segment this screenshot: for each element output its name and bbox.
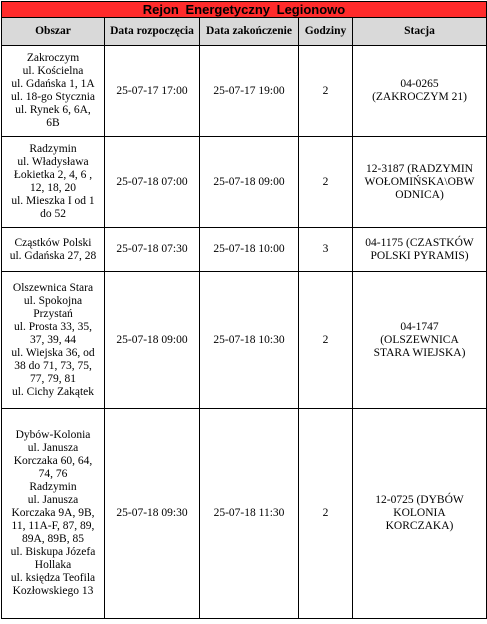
- area-line: ul. 18-go Stycznia: [11, 91, 95, 103]
- header-row: [2, 18, 487, 46]
- area-line: Łokietka 2, 4, 6 ,: [13, 169, 93, 181]
- station-cell: [353, 228, 487, 272]
- area-cell: [2, 46, 105, 137]
- end-cell: 25-07-17 19:00: [200, 46, 299, 137]
- area-line: ul. Kościelna: [22, 65, 84, 77]
- end-cell: 25-07-18 09:00: [200, 137, 299, 228]
- area-line: Cząstków Polski: [14, 236, 92, 249]
- area-line: 38 do 71, 73, 75,: [14, 359, 92, 372]
- table-row: [2, 409, 487, 619]
- station-line: KOLONIA: [393, 507, 446, 519]
- station-line: POLSKI PYRAMIS): [370, 249, 469, 262]
- area-line: 74, 76: [38, 468, 68, 480]
- hours-cell: 2: [299, 46, 353, 137]
- start-cell: 25-07-18 07:30: [105, 228, 200, 272]
- table-row: [2, 137, 487, 228]
- area-line: 11, 11A-F, 87, 89,: [11, 520, 95, 532]
- station-line: 12-0725 (DYBÓW: [375, 494, 464, 506]
- station-line: 12-3187 (RADZYMIN: [365, 162, 473, 175]
- area-cell: [2, 228, 105, 272]
- end-cell: 25-07-18 10:30: [200, 272, 299, 409]
- area-line: Korczaka 60, 64,: [13, 455, 93, 467]
- table-row: [2, 46, 487, 137]
- start-cell: 25-07-18 09:30: [105, 409, 200, 619]
- column-header-end: Data zakończenie: [200, 18, 299, 46]
- area-line: do 52: [40, 208, 66, 220]
- area-line: Radzymin: [29, 481, 77, 493]
- area-line: Radzymin: [29, 143, 77, 155]
- station-line: 04-1747: [400, 320, 439, 333]
- area-cell: [2, 272, 105, 409]
- end-cell: 25-07-18 11:30: [200, 409, 299, 619]
- start-cell: 25-07-18 09:00: [105, 272, 200, 409]
- area-line: Przystań: [33, 307, 73, 320]
- area-line: 89A, 89B, 85: [22, 533, 84, 545]
- column-header-start: Data rozpoczęcia: [105, 18, 200, 46]
- station-cell: [353, 272, 487, 409]
- area-line: ul. Gdańska 27, 28: [9, 249, 97, 262]
- station-line: 04-0265: [400, 78, 439, 90]
- area-line: 12, 18, 20: [30, 182, 76, 194]
- area-line: 37, 39, 44: [30, 333, 76, 346]
- area-line: ul. Wiejska 36, od: [11, 346, 95, 359]
- station-line: KORCZAKA): [385, 520, 454, 532]
- station-cell: [353, 46, 487, 137]
- area-line: Korczaka 9A, 9B,: [11, 507, 95, 519]
- area-line: ul. Gdańska 1, 1A: [11, 78, 95, 90]
- start-cell: 25-07-17 17:00: [105, 46, 200, 137]
- area-line: ul. Spokojna: [23, 294, 83, 307]
- area-line: ul. Prosta 33, 35,: [14, 320, 92, 333]
- station-line: ODNICA): [395, 188, 444, 201]
- area-line: Hollaka: [34, 559, 72, 571]
- column-header-station: Stacja: [353, 18, 487, 46]
- area-line: ul. Rynek 6, 6A,: [15, 104, 91, 116]
- outage-schedule-table: [1, 1, 487, 619]
- hours-cell: 2: [299, 272, 353, 409]
- table-row: [2, 272, 487, 409]
- area-line: ul. księdza Teofila: [10, 572, 96, 584]
- area-line: ul. Janusza: [27, 494, 79, 506]
- area-line: Olszewnica Stara: [12, 281, 94, 294]
- column-header-obszar: Obszar: [2, 18, 105, 46]
- area-line: ul. Janusza: [27, 442, 79, 454]
- end-cell: 25-07-18 10:00: [200, 228, 299, 272]
- start-cell: 25-07-18 07:00: [105, 137, 200, 228]
- station-line: WOŁOMIŃSKA\OBW: [364, 175, 475, 188]
- station-line: (ZAKROCZYM 21): [372, 91, 467, 103]
- area-line: 77, 79, 81: [30, 372, 76, 385]
- column-header-hours: Godziny: [299, 18, 353, 46]
- area-line: ul. Cichy Zakątek: [11, 385, 95, 398]
- station-cell: [353, 409, 487, 619]
- area-line: Dybów-Kolonia: [15, 429, 91, 441]
- station-line: 04-1175 (CZASTKÓW: [365, 236, 474, 249]
- area-line: 6B: [46, 117, 60, 129]
- area-line: Kozłowskiego 13: [12, 585, 94, 597]
- station-line: STARA WIEJSKA): [373, 346, 466, 359]
- area-line: ul. Biskupa Józefa: [10, 546, 96, 558]
- hours-cell: 2: [299, 137, 353, 228]
- station-line: (OLSZEWNICA: [380, 333, 459, 346]
- area-cell: [2, 137, 105, 228]
- table-row: [2, 228, 487, 272]
- hours-cell: 3: [299, 228, 353, 272]
- hours-cell: 2: [299, 409, 353, 619]
- table-title: Rejon Energetyczny Legionowo: [2, 2, 487, 18]
- station-cell: [353, 137, 487, 228]
- area-line: ul. Mieszka I od 1: [11, 195, 95, 207]
- title-row: [2, 2, 487, 18]
- area-line: ul. Władysława: [17, 156, 89, 168]
- area-line: Zakroczym: [26, 52, 80, 64]
- area-cell: [2, 409, 105, 619]
